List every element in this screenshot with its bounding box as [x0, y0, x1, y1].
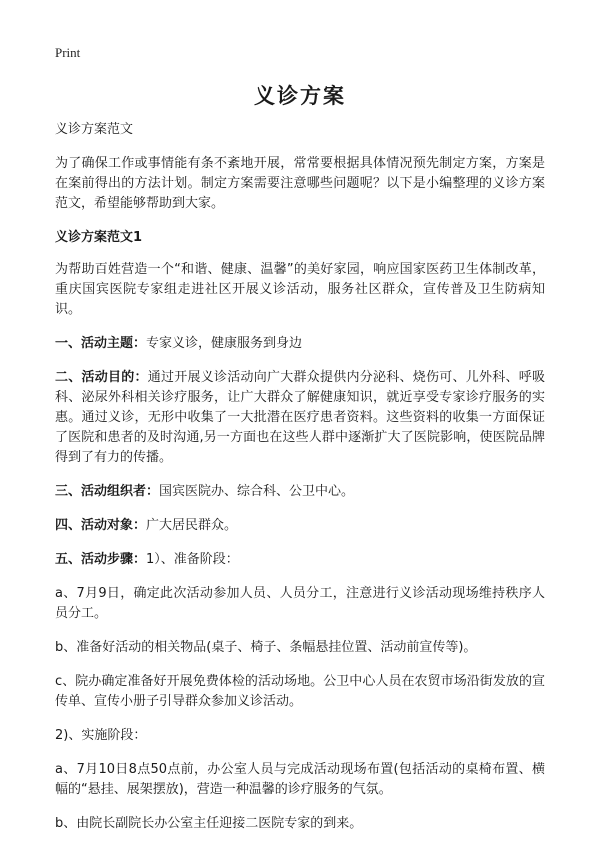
steps-section [55, 550, 545, 570]
target-text: 广大居民群众。 [146, 518, 238, 533]
doc-subtitle: 义诊方案范文 [55, 122, 134, 137]
step-b: b、准备好活动的相关物品(桌子、椅子、条幅悬挂位置、活动前宣传等)。 [55, 640, 477, 655]
organizer-text: 国宾医院办、综合科、公卫中心。 [159, 484, 355, 499]
step-a: a、7月9日，确定此次活动参加人员、人员分工，注意进行义诊活动现场维持秩序人员分工。 [55, 586, 545, 621]
theme-label: 一、活动主题： [55, 336, 147, 351]
target-label: 四、活动对象： [55, 518, 147, 533]
phase-2-heading: 2)、实施阶段： [55, 728, 147, 743]
paragraph-background: 为帮助百姓营造一个“和谐、健康、温馨”的美好家园，响应国家医药卫生体制改革，重庆国宾医院专家组走进社区开展义诊活动，服务社区群众，宣传普及卫生防病知识。 [55, 262, 545, 317]
purpose-label: 二、活动目的： [55, 370, 148, 385]
target-section [55, 516, 545, 536]
steps-text: 1）、准备阶段： [146, 552, 239, 567]
intro-paragraph: 为了确保工作或事情能有条不紊地开展，常常要根据具体情况预先制定方案，方案是在案前得出的方法计划。制定方案需要注意哪些问题呢？以下是小编整理的义诊方案范文，希望能够帮助到大家。 [55, 156, 545, 211]
impl-b: b、由院长副院长办公室主任迎接二医院专家的到来。 [55, 816, 363, 831]
theme-section [55, 334, 545, 354]
page-title: 义诊方案 [254, 84, 346, 108]
print-link[interactable]: Print [55, 45, 81, 60]
purpose-text: 通过开展义诊活动向广大群众提供内分泌科、烧伤可、儿外科、呼吸科、泌尿外科相关诊疗服务，让广大群众了解健康知识，就近享受专家诊疗服务的实惠。通过义诊，无形中收集了一大批潜在医疗患者资料。这些资料的收集一方面保证了医院和患者的及时沟通,另一方面也在这些人群中逐渐扩大了医院影响，使医院品牌得到了有力的传播。 [55, 370, 545, 465]
document-body [55, 120, 545, 848]
step-c: c、院办确定准备好开展免费体检的活动场地。公卫中心人员在农贸市场沿街发放的宣传单、宣传小册子引导群众参加义诊活动。 [55, 674, 545, 709]
section-title: 义诊方案范文1 [55, 230, 143, 245]
steps-label: 五、活动步骤： [55, 552, 147, 567]
impl-a: a、7月10日8点50点前，办公室人员与完成活动现场布置(包括活动的桌椅布置、横幅的“悬挂、展架摆放)，营造一种温馨的诊疗服务的气氛。 [55, 762, 545, 797]
theme-text: 专家义诊，健康服务到身边 [146, 336, 303, 351]
organizer-section [55, 482, 545, 502]
purpose-section [55, 368, 545, 468]
organizer-label: 三、活动组织者： [55, 484, 160, 499]
